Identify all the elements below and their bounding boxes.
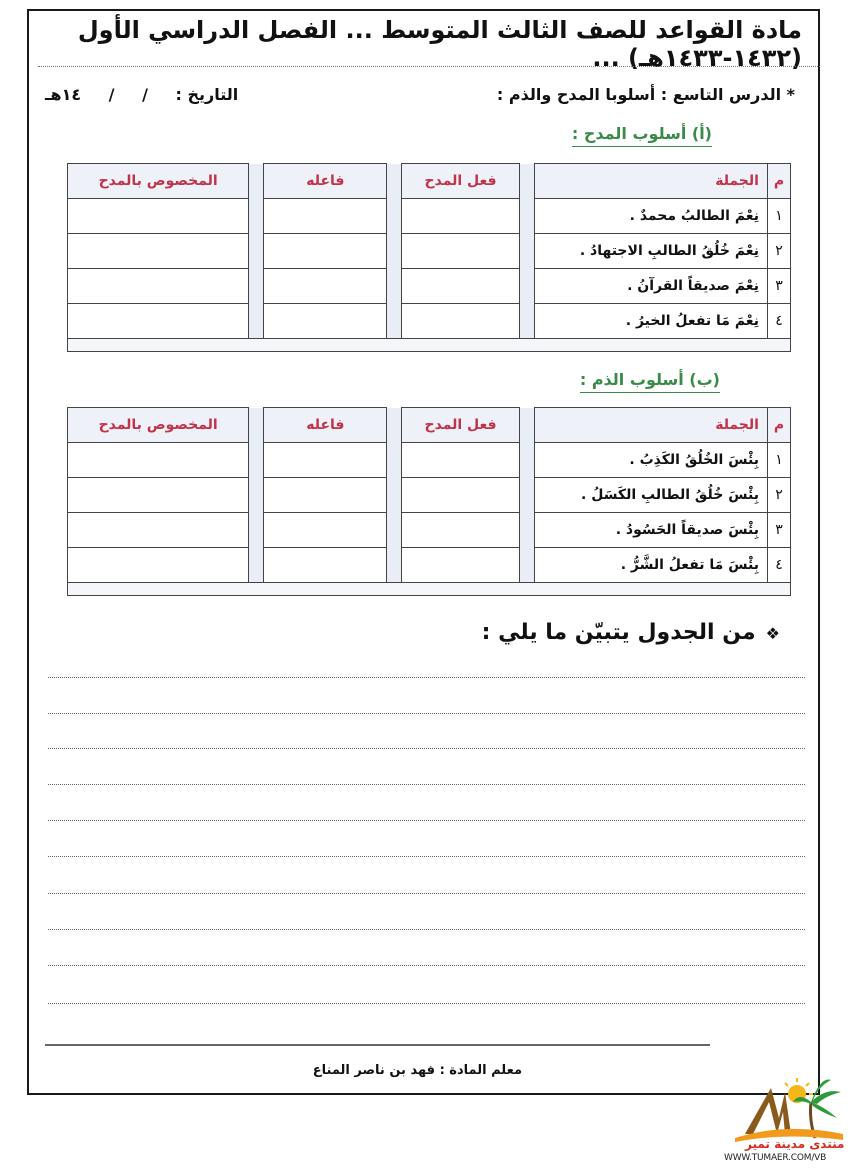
answer-line[interactable] — [48, 713, 805, 714]
answer-cell-specified[interactable] — [68, 478, 249, 513]
diamond-bullet-icon: ❖ — [765, 624, 780, 643]
answer-cell-specified[interactable] — [68, 269, 249, 304]
column-header-specified: المخصوص بالمدح — [68, 408, 249, 443]
praise-table — [67, 163, 791, 352]
logo-url: WWW.TUMAER.COM/VB — [724, 1153, 827, 1163]
date-separator: / — [142, 85, 148, 104]
table-row — [68, 234, 791, 269]
answer-cell-specified[interactable] — [68, 513, 249, 548]
row-number: ١ — [767, 199, 790, 234]
answer-cell-verb[interactable] — [402, 269, 519, 304]
column-gutter — [387, 164, 402, 339]
column-header-verb: فعل المدح — [402, 164, 519, 199]
row-sentence: نِعْمَ مَا تفعلُ الخيرُ . — [534, 304, 767, 339]
answer-line[interactable] — [48, 965, 805, 966]
answer-line[interactable] — [48, 929, 805, 930]
row-number: ٤ — [767, 304, 790, 339]
answer-line[interactable] — [48, 748, 805, 749]
conclusion-text: من الجدول يتبيّن ما يلي : — [481, 620, 756, 645]
table-footer-row — [68, 583, 791, 596]
row-sentence: بِئْسَ صديقاً الحَسُودُ . — [534, 513, 767, 548]
section-b-heading: (ب) أسلوب الذم : — [580, 370, 720, 393]
signature-divider — [45, 1044, 710, 1046]
table-row — [68, 513, 791, 548]
column-gutter — [249, 408, 264, 583]
answer-line[interactable] — [48, 893, 805, 894]
dispraise-table — [67, 407, 791, 596]
column-header-sentence: الجملة — [534, 408, 767, 443]
row-number: ٣ — [767, 513, 790, 548]
answer-cell-specified[interactable] — [68, 443, 249, 478]
answer-cell-agent[interactable] — [264, 304, 387, 339]
answer-line[interactable] — [48, 784, 805, 785]
answer-cell-verb[interactable] — [402, 443, 519, 478]
answer-cell-verb[interactable] — [402, 234, 519, 269]
date-separator: / — [108, 85, 115, 104]
column-header-agent: فاعله — [264, 164, 387, 199]
answer-cell-agent[interactable] — [264, 478, 387, 513]
column-header-number: م — [767, 408, 790, 443]
row-sentence: نِعْمَ الطالبُ محمدٌ . — [534, 199, 767, 234]
answer-cell-verb[interactable] — [402, 304, 519, 339]
table-row — [68, 304, 791, 339]
date-year: ١٤هـ — [45, 85, 82, 104]
row-number: ٤ — [767, 548, 790, 583]
lesson-title: * الدرس التاسع : أسلوبا المدح والذم : — [496, 85, 795, 104]
table-row — [68, 478, 791, 513]
answer-cell-specified[interactable] — [68, 234, 249, 269]
table-row — [68, 269, 791, 304]
column-gutter — [387, 408, 402, 583]
column-gutter — [519, 164, 534, 339]
logo-text: منتدى مدينة تمير — [745, 1137, 845, 1151]
row-sentence: بِئْسَ الخُلُقُ الكَذِبُ . — [534, 443, 767, 478]
conclusion-heading — [482, 620, 780, 645]
answer-cell-agent[interactable] — [264, 199, 387, 234]
table-header-row — [68, 164, 791, 199]
column-gutter — [249, 164, 264, 339]
row-number: ١ — [767, 443, 790, 478]
answer-cell-verb[interactable] — [402, 513, 519, 548]
answer-line[interactable] — [48, 1003, 805, 1004]
column-header-agent: فاعله — [264, 408, 387, 443]
answer-cell-verb[interactable] — [402, 199, 519, 234]
answer-cell-verb[interactable] — [402, 548, 519, 583]
answer-cell-agent[interactable] — [264, 443, 387, 478]
row-sentence: بِئْسَ خُلُقُ الطالبِ الكَسَلُ . — [534, 478, 767, 513]
answer-cell-specified[interactable] — [68, 199, 249, 234]
answer-cell-specified[interactable] — [68, 548, 249, 583]
answer-cell-agent[interactable] — [264, 234, 387, 269]
section-a-heading: (أ) أسلوب المدح : — [572, 124, 712, 147]
column-header-sentence: الجملة — [534, 164, 767, 199]
answer-line[interactable] — [48, 677, 805, 678]
table-row — [68, 548, 791, 583]
mountain-icon — [745, 1088, 791, 1134]
row-number: ٣ — [767, 269, 790, 304]
table-row — [68, 199, 791, 234]
row-sentence: نِعْمَ صديقاً القرآنُ . — [534, 269, 767, 304]
row-number: ٢ — [767, 478, 790, 513]
column-gutter — [519, 408, 534, 583]
answer-line[interactable] — [48, 856, 805, 857]
title-divider — [38, 66, 820, 67]
row-number: ٢ — [767, 234, 790, 269]
column-header-verb: فعل المدح — [402, 408, 519, 443]
row-sentence: نِعْمَ خُلُقُ الطالبِ الاجتهادُ . — [534, 234, 767, 269]
page-title: مادة القواعد للصف الثالث المتوسط ... الفصل الدراسي الأول (١٤٣٢-١٤٣٣هـ) ... — [77, 16, 802, 72]
date-field[interactable] — [45, 85, 238, 104]
answer-cell-agent[interactable] — [264, 513, 387, 548]
column-header-number: م — [767, 164, 790, 199]
column-header-specified: المخصوص بالمدح — [68, 164, 249, 199]
answer-line[interactable] — [48, 820, 805, 821]
date-label: التاريخ : — [175, 85, 239, 104]
table-row — [68, 443, 791, 478]
teacher-name: معلم المادة : فهد بن ناصر المناع — [312, 1063, 522, 1078]
answer-cell-agent[interactable] — [264, 548, 387, 583]
table-header-row — [68, 408, 791, 443]
table-footer-row — [68, 339, 791, 352]
answer-cell-verb[interactable] — [402, 478, 519, 513]
answer-cell-agent[interactable] — [264, 269, 387, 304]
answer-cell-specified[interactable] — [68, 304, 249, 339]
row-sentence: بِئْسَ مَا تفعلُ الشَّرُّ . — [534, 548, 767, 583]
